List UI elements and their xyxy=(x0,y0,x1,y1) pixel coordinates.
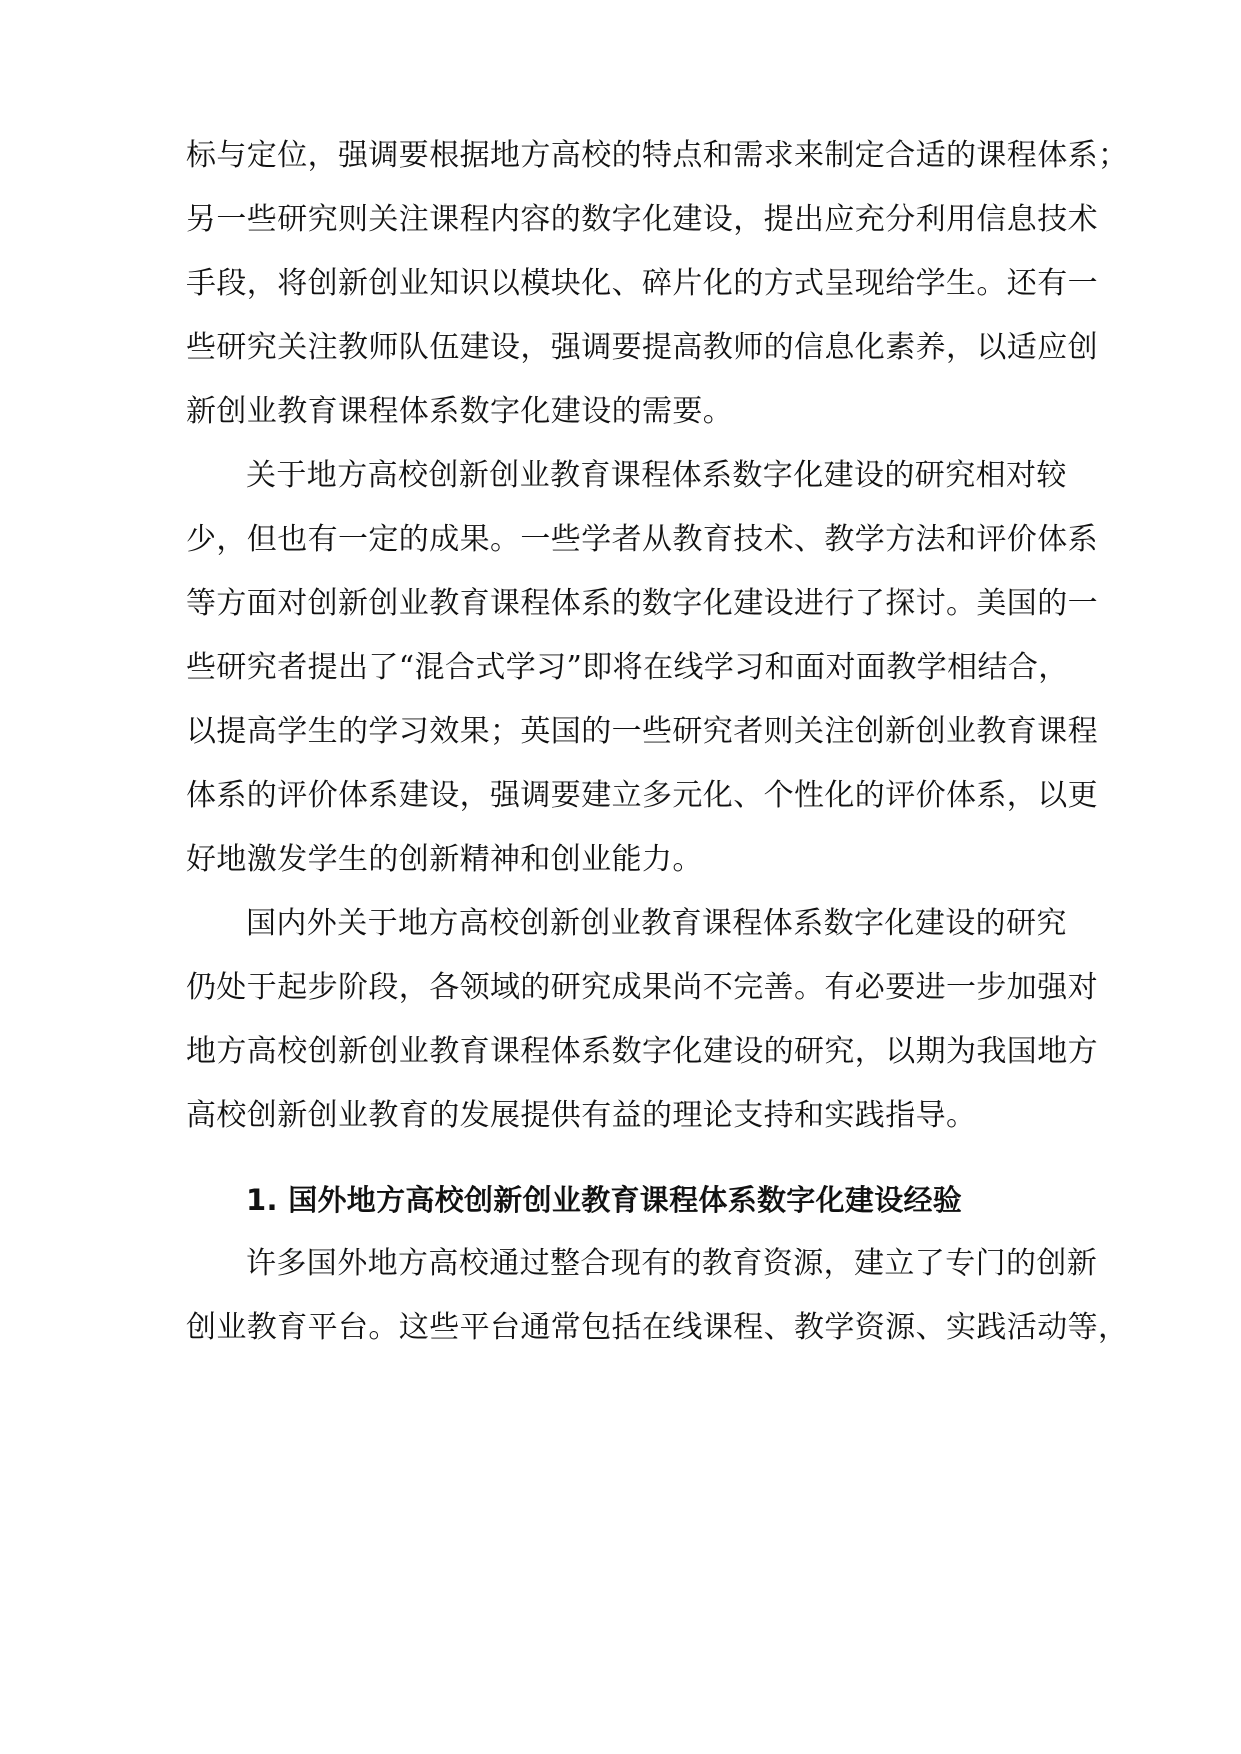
paragraph-2-line-7: 好地激发学生的创新精神和创业能力。 xyxy=(186,842,703,877)
paragraph-1-line-4: 些研究关注教师队伍建设，强调要提高教师的信息化素养，以适应创 xyxy=(186,330,1098,365)
section-heading: 1. 国外地方高校创新创业教育课程体系数字化建设经验 xyxy=(246,1183,963,1217)
paragraph-2-line-3: 等方面对创新创业教育课程体系的数字化建设进行了探讨。美国的一 xyxy=(186,586,1098,621)
paragraph-1-line-3: 手段，将创新创业知识以模块化、碎片化的方式呈现给学生。还有一 xyxy=(186,266,1098,301)
paragraph-2-line-1: 关于地方高校创新创业教育课程体系数字化建设的研究相对较 xyxy=(246,458,1067,493)
paragraph-2-line-4: 些研究者提出了“混合式学习”即将在线学习和面对面教学相结合， xyxy=(186,650,1069,685)
paragraph-2-line-6: 体系的评价体系建设，强调要建立多元化、个性化的评价体系，以更 xyxy=(186,778,1098,813)
paragraph-2-line-5: 以提高学生的学习效果；英国的一些研究者则关注创新创业教育课程 xyxy=(186,714,1098,749)
paragraph-4-line-1: 许多国外地方高校通过整合现有的教育资源，建立了专门的创新 xyxy=(246,1246,1098,1281)
paragraph-1-line-1: 标与定位，强调要根据地方高校的特点和需求来制定合适的课程体系； xyxy=(186,138,1129,173)
paragraph-3-line-3: 地方高校创新创业教育课程体系数字化建设的研究，以期为我国地方 xyxy=(186,1034,1098,1069)
paragraph-3-line-1: 国内外关于地方高校创新创业教育课程体系数字化建设的研究 xyxy=(246,906,1067,941)
paragraph-1-line-2: 另一些研究则关注课程内容的数字化建设，提出应充分利用信息技术 xyxy=(186,202,1098,237)
paragraph-4-line-2: 创业教育平台。这些平台通常包括在线课程、教学资源、实践活动等， xyxy=(186,1310,1129,1345)
paragraph-3-line-2: 仍处于起步阶段，各领域的研究成果尚不完善。有必要进一步加强对 xyxy=(186,970,1098,1005)
paragraph-3-line-4: 高校创新创业教育的发展提供有益的理论支持和实践指导。 xyxy=(186,1098,977,1133)
paragraph-2-line-2: 少，但也有一定的成果。一些学者从教育技术、教学方法和评价体系 xyxy=(186,522,1098,557)
paragraph-1-line-5: 新创业教育课程体系数字化建设的需要。 xyxy=(186,394,734,429)
